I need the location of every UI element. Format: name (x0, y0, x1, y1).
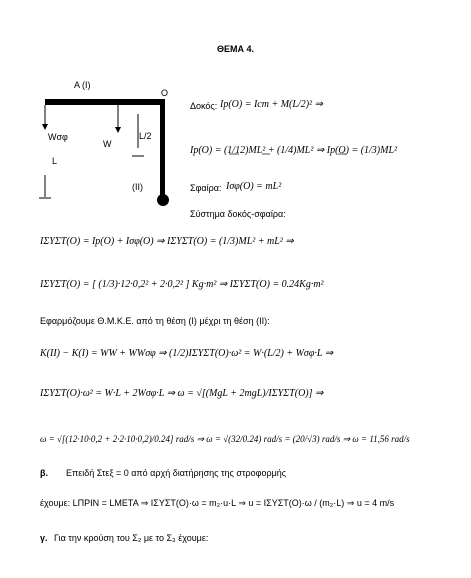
beta-text: Επειδή Στεξ = 0 από αρχή διατήρησης της στροφορμής (66, 468, 287, 478)
label-position-ii: (II) (132, 182, 143, 192)
rod-equation-1: Ip(O) = Icm + M(L/2)² ⇒ (220, 99, 323, 110)
sphere-label: Σφαίρα: (190, 183, 222, 193)
energy-equation-1: K(II) − K(I) = WW + WWσφ ⇒ (1/2)IΣΥΣΤ(O)·ω² = W·(L/2) + Wσφ·L ⇒ (40, 348, 334, 359)
label-l: L (52, 156, 58, 166)
label-a-position: A (I) (74, 80, 91, 90)
system-title: Σύστημα δοκός-σφαίρα: (190, 209, 286, 219)
gamma-label: γ. (40, 533, 48, 543)
energy-equation-3: ω = √[(12·10·0,2 + 2·2·10·0,2)/0.24] rad/s ⇒ ω = √(32/0.24) rad/s = (20/√3) rad/s ⇒ ω = 11,56 rad/s (40, 434, 410, 444)
label-l-half: L/2 (139, 131, 152, 141)
rod-label: Δοκός: (190, 101, 218, 111)
system-equation-1: IΣΥΣΤ(O) = Ip(O) + Iσφ(O) ⇒ IΣΥΣΤ(O) = (1/3)ML² + mL² ⇒ (40, 236, 294, 247)
page-title: ΘΕΜΑ 4. (216, 44, 254, 54)
label-o: O (161, 88, 169, 98)
vertical-rod (160, 99, 165, 201)
label-wsf: Wσφ (48, 132, 68, 142)
sphere-equation: Iσφ(O) = mL² (226, 181, 282, 192)
wmke-text: Εφαρμόζουμε Θ.Μ.Κ.Ε. από τη θέση (I) μέχρι τη θέση (II): (40, 316, 270, 326)
label-w: W (103, 139, 112, 149)
sphere (157, 194, 169, 206)
beta-equation: έχουμε: LΠΡΙΝ = LΜΕΤΑ ⇒ IΣΥΣΤ(O)·ω = m₂·u·L ⇒ u = IΣΥΣΤ(O)·ω / (m₂·L) ⇒ u = 4 m/s (40, 498, 395, 508)
system-equation-2: IΣΥΣΤ(O) = [ (1/3)·12·0,2² + 2·0,2² ] Kg·m² ⇒ IΣΥΣΤ(O) = 0.24Kg·m² (40, 279, 324, 290)
energy-equation-2: IΣΥΣΤ(O)·ω² = W·L + 2Wσφ·L ⇒ ω = √[(MgL + 2mgL)/IΣΥΣΤ(O)] ⇒ (40, 388, 324, 399)
rod-equation-2: Ip(O) = (1/12)ML² + (1/4)ML² ⇒ Ip(O) = (1/3)ML² (190, 145, 398, 156)
beta-label: β. (40, 468, 48, 478)
horizontal-rod (45, 99, 163, 105)
gamma-text: Για την κρούση του Σ₂ με το Σ₃ έχουμε: (54, 533, 209, 543)
